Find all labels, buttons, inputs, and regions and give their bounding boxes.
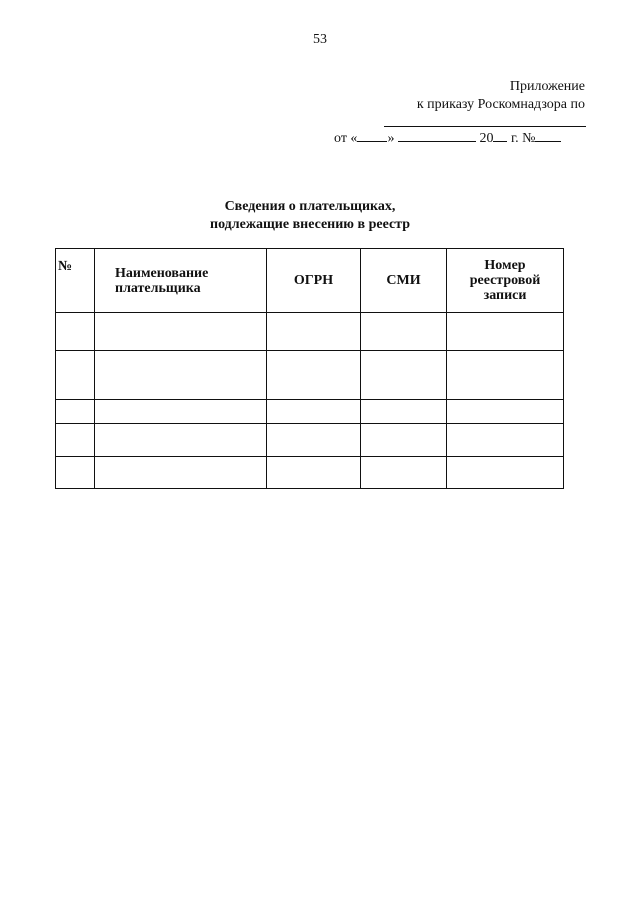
appendix-label: Приложение <box>509 79 585 94</box>
header-number: № <box>56 249 95 313</box>
month-blank <box>398 128 476 142</box>
payers-table <box>55 248 564 489</box>
header-name-line-2: плательщика <box>115 280 201 296</box>
table-row <box>56 400 564 424</box>
table-cell <box>95 351 267 400</box>
table-cell <box>267 313 361 351</box>
table-cell <box>447 424 564 457</box>
header-smi: СМИ <box>361 249 447 313</box>
table-row <box>56 424 564 457</box>
header-reg-line-1: Номер <box>484 258 526 273</box>
page-number: 53 <box>313 32 327 47</box>
date-number-line <box>334 128 561 147</box>
table-cell <box>447 313 564 351</box>
table-cell <box>95 424 267 457</box>
header-payer-name <box>95 249 267 313</box>
table-cell <box>267 351 361 400</box>
table-cell <box>56 351 95 400</box>
year-blank <box>493 128 507 142</box>
table-cell <box>447 400 564 424</box>
header-reg-line-2: реестровой <box>469 273 541 288</box>
table-cell <box>361 313 447 351</box>
appendix-header <box>417 78 585 114</box>
table-cell <box>361 457 447 489</box>
table-cell <box>267 457 361 489</box>
table-cell <box>95 457 267 489</box>
table-row <box>56 313 564 351</box>
table-cell <box>56 313 95 351</box>
number-label: г. № <box>510 131 536 146</box>
table-cell <box>447 351 564 400</box>
table-cell <box>361 351 447 400</box>
title-line-2: подлежащие внесению в реестр <box>210 217 410 232</box>
order-blank-line <box>384 126 586 127</box>
title-line-1: Сведения о плательщиках, <box>224 199 396 214</box>
number-blank <box>535 128 561 142</box>
document-title <box>0 198 620 234</box>
table-row <box>56 351 564 400</box>
table-cell <box>361 424 447 457</box>
date-prefix: от « <box>334 131 358 146</box>
table-cell <box>447 457 564 489</box>
table-cell <box>267 424 361 457</box>
table-cell <box>95 313 267 351</box>
table-cell <box>361 400 447 424</box>
date-mid: » <box>387 131 395 146</box>
year-prefix: 20 <box>479 131 494 146</box>
table-row <box>56 457 564 489</box>
table-cell <box>56 457 95 489</box>
day-blank <box>357 128 387 142</box>
table-header-row <box>56 249 564 313</box>
table-cell <box>267 400 361 424</box>
header-ogrn: ОГРН <box>267 249 361 313</box>
order-reference: к приказу Роскомнадзора по <box>416 97 585 112</box>
header-registry-number <box>447 249 564 313</box>
header-name-line-1: Наименование <box>115 265 209 281</box>
table-cell <box>56 424 95 457</box>
table-cell <box>95 400 267 424</box>
table-cell <box>56 400 95 424</box>
header-reg-line-3: записи <box>483 288 527 303</box>
